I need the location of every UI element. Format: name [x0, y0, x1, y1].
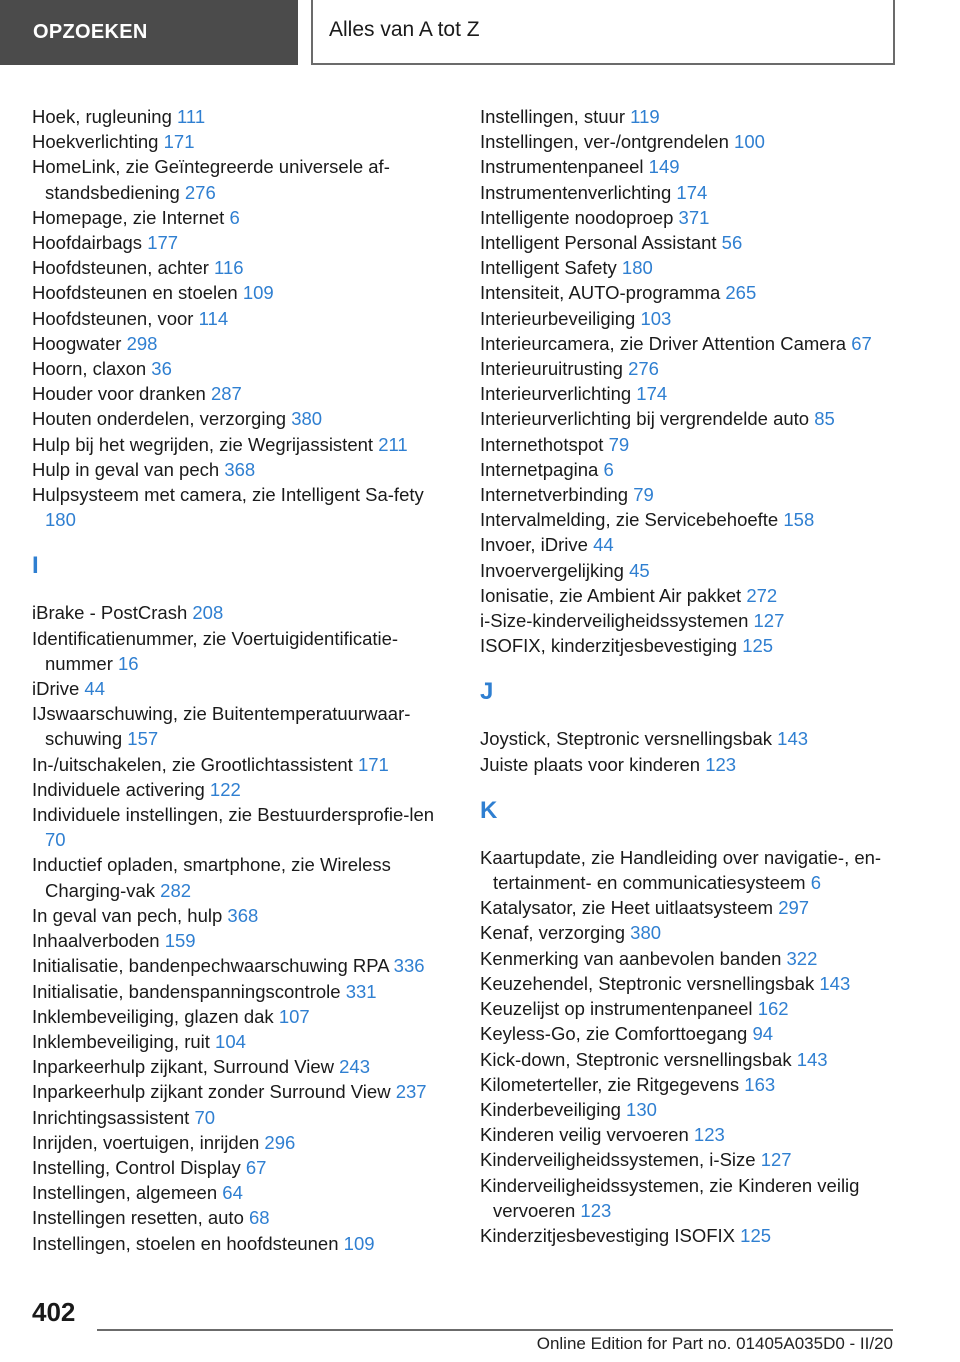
index-page-link[interactable]: 171: [163, 131, 195, 153]
index-entry-text: Instellingen, stoelen en hoofdsteunen: [32, 1232, 339, 1254]
index-entry-text: Inklembeveiliging, ruit: [32, 1030, 210, 1052]
index-entry: [32, 777, 447, 802]
index-page-link[interactable]: 368: [227, 904, 259, 926]
index-entry: [32, 928, 447, 953]
index-entry-text: HomeLink, zie Geïntegreerde universele af-standsbediening: [32, 156, 390, 203]
index-page-link[interactable]: 16: [118, 652, 139, 674]
index-entry-text: Inhaalverboden: [32, 930, 160, 952]
index-entry: [480, 129, 905, 154]
index-entry: [480, 154, 905, 179]
index-entry: [32, 356, 447, 381]
index-entry: [32, 482, 447, 532]
index-page-link[interactable]: 163: [744, 1073, 776, 1095]
index-entry: [480, 946, 905, 971]
index-entry: [32, 331, 447, 356]
index-entry-text: Kilometerteller, zie Ritgegevens: [480, 1073, 740, 1095]
index-entry-text: Instrumentenverlichting: [480, 181, 672, 203]
index-entry: [480, 1147, 905, 1172]
index-column-left: [32, 104, 447, 1256]
index-entry-text: Keuzelijst op instrumentenpaneel: [480, 998, 753, 1020]
index-page-link[interactable]: 157: [127, 728, 159, 750]
index-entry: [32, 129, 447, 154]
index-entry-text: Intelligent Safety: [480, 257, 617, 279]
index-entry: [480, 381, 905, 406]
index-page-link[interactable]: 322: [786, 947, 818, 969]
index-page-link[interactable]: 237: [395, 1081, 427, 1103]
index-entry-text: Initialisatie, bandenspanningscontrole: [32, 980, 341, 1002]
index-entry-text: Internetverbinding: [480, 484, 629, 506]
index-entry: [480, 457, 905, 482]
index-entry: [32, 1231, 447, 1256]
index-entry-text: Identificatienummer, zie Voertuigidentificatie-nummer: [32, 627, 399, 674]
index-entry: [480, 482, 905, 507]
index-page-link[interactable]: 298: [126, 332, 158, 354]
index-page-link[interactable]: 143: [819, 972, 851, 994]
page-number: 402: [32, 1297, 76, 1327]
index-entry-text: Ionisatie, zie Ambient Air pakket: [480, 584, 742, 606]
index-page-link[interactable]: 180: [621, 257, 653, 279]
index-entry-text: Internethotspot: [480, 433, 604, 455]
index-letter-heading: J: [480, 678, 494, 706]
index-page-link[interactable]: 107: [278, 1005, 310, 1027]
index-entry: [32, 255, 447, 280]
index-entry-text: Initialisatie, bandenpechwaarschuwing RPA: [32, 955, 389, 977]
index-page-link[interactable]: 158: [783, 509, 815, 531]
index-entry-text: Katalysator, zie Heet uitlaatsysteem: [480, 897, 774, 919]
index-page-link[interactable]: 143: [777, 728, 809, 750]
index-page-link[interactable]: 331: [345, 980, 377, 1002]
index-entry-text: ISOFIX, kinderzitjesbevestiging: [480, 635, 738, 657]
index-entry-text: Joystick, Steptronic versnellingsbak: [480, 728, 773, 750]
index-entry: [480, 920, 905, 945]
index-entry-text: Invoer, iDrive: [480, 534, 588, 556]
section-label: OPZOEKEN: [33, 21, 148, 43]
index-entry: [480, 1097, 905, 1122]
index-entry-text: Interieurverlichting: [480, 383, 632, 405]
index-entry: [32, 1155, 447, 1180]
index-entry: [480, 895, 905, 920]
index-page-link[interactable]: 6: [229, 206, 240, 228]
index-entry: [480, 558, 905, 583]
index-page-link[interactable]: 109: [343, 1232, 375, 1254]
index-entry: [32, 1004, 447, 1029]
index-entry-text: Intelligente noodoproep: [480, 206, 674, 228]
index-entry: [32, 626, 447, 676]
index-entry-text: Instellingen, stuur: [480, 106, 626, 127]
index-page-link[interactable]: 174: [636, 383, 668, 405]
index-page-link[interactable]: 79: [608, 433, 630, 455]
index-page-link[interactable]: 44: [84, 678, 105, 700]
index-entry: [480, 356, 905, 381]
index-entry-text: Juiste plaats voor kinderen: [480, 753, 701, 775]
index-entry-text: Kick-down, Steptronic versnellingsbak: [480, 1048, 792, 1070]
index-entry: [32, 205, 447, 230]
index-page-link[interactable]: 211: [378, 433, 408, 455]
index-page-link[interactable]: 123: [580, 1199, 612, 1221]
index-page-link[interactable]: 104: [215, 1030, 246, 1052]
index-entry-text: Kaartupdate, zie Handleiding over navigatie-, en-tertainment- en communicatiesysteem: [480, 846, 882, 894]
index-page-link[interactable]: 125: [740, 1224, 772, 1246]
index-page-link[interactable]: 67: [851, 332, 872, 354]
index-column-right: [480, 104, 905, 1248]
index-page-link[interactable]: 67: [245, 1156, 267, 1178]
index-page-link[interactable]: 123: [705, 753, 737, 775]
index-page-link[interactable]: 111: [177, 106, 206, 127]
index-page-link[interactable]: 380: [630, 922, 662, 944]
index-entry-text: Houten onderdelen, verzorging: [32, 408, 287, 430]
index-page-link[interactable]: 127: [753, 610, 785, 632]
index-letter-heading: K: [480, 796, 498, 824]
index-entry-text: Inparkeerhulp zijkant zonder Surround View: [32, 1081, 391, 1103]
index-entry-text: Hoofdsteunen en stoelen: [32, 282, 238, 304]
index-entry-text: Instellingen, ver-/ontgrendelen: [480, 131, 729, 153]
index-entry: [32, 903, 447, 928]
index-entry-text: Interieurcamera, zie Driver Attention Camera: [480, 332, 847, 354]
index-entry-text: Hoogwater: [32, 332, 122, 354]
index-page-link[interactable]: 94: [752, 1023, 774, 1045]
index-page-link[interactable]: 109: [242, 282, 274, 304]
index-entry-text: Keyless-Go, zie Comforttoegang: [480, 1023, 748, 1045]
index-entry: [32, 230, 447, 255]
index-entry-text: Intervalmelding, zie Servicebehoefte: [480, 509, 779, 531]
index-entry: [480, 406, 905, 431]
index-page-link[interactable]: 70: [194, 1106, 216, 1128]
index-entry-text: Hoek, rugleuning: [32, 106, 172, 127]
index-page-link[interactable]: 127: [760, 1149, 792, 1171]
footer-edition: Online Edition for Part no. 01405A035D0 - II/20: [536, 1334, 893, 1353]
index-entry-text: Inrichtingsassistent: [32, 1106, 190, 1128]
index-page-link[interactable]: 282: [160, 879, 192, 901]
index-entry: [480, 752, 905, 777]
index-entry-text: Inductief opladen, smartphone, zie Wireless Charging-vak: [32, 854, 391, 901]
index-entry-text: Kinderzitjesbevestiging ISOFIX: [480, 1224, 736, 1246]
index-page-link[interactable]: 174: [676, 181, 708, 203]
index-page-link[interactable]: 114: [198, 307, 229, 329]
index-page-link[interactable]: 162: [757, 998, 789, 1020]
index-entry-text: iDrive: [32, 678, 80, 700]
index-entry: [32, 381, 447, 406]
index-page-link[interactable]: 243: [339, 1056, 371, 1078]
index-entry-text: Houder voor dranken: [32, 383, 206, 405]
index-entry-text: Kinderen veilig vervoeren: [480, 1124, 689, 1146]
index-entry: [32, 1205, 447, 1230]
index-page-link[interactable]: 336: [393, 955, 425, 977]
index-page-link[interactable]: 85: [814, 408, 835, 430]
index-entry: [32, 406, 447, 431]
index-entry-text: Kenmerking van aanbevolen banden: [480, 947, 782, 969]
index-entry-text: iBrake - PostCrash: [32, 602, 188, 624]
index-entry-text: Inrijden, voertuigen, inrijden: [32, 1131, 260, 1153]
index-entry: [480, 996, 905, 1021]
index-entry: [32, 280, 447, 305]
index-page-link[interactable]: 6: [810, 872, 822, 894]
index-page-link[interactable]: 287: [210, 383, 242, 405]
index-page-link[interactable]: 56: [721, 232, 743, 254]
index-entry: [480, 633, 905, 658]
index-entry-text: Interieuruitrusting: [480, 358, 623, 380]
index-entry: [480, 255, 905, 280]
index-entry: [32, 1079, 447, 1104]
index-entry-text: Kinderveiligheidssystemen, zie Kinderen veilig vervoeren: [480, 1174, 860, 1221]
index-page-link[interactable]: 36: [151, 358, 172, 380]
index-page-link[interactable]: 45: [629, 559, 650, 581]
index-entry: [32, 676, 447, 701]
index-entry-text: Individuele instellingen, zie Bestuurdersprofie-len: [32, 804, 435, 826]
index-entry-text: Hulp bij het wegrijden, zie Wegrijassistent: [32, 433, 374, 455]
index-entry: [32, 432, 447, 457]
index-entry-text: Hoekverlichting: [32, 131, 159, 153]
index-page-link[interactable]: 100: [734, 131, 765, 153]
chapter-title-box: [311, 0, 895, 65]
index-page-link[interactable]: 177: [147, 232, 179, 254]
index-entry: [480, 306, 905, 331]
index-page-link[interactable]: 143: [796, 1048, 828, 1070]
section-tab: [0, 0, 298, 65]
index-page-link[interactable]: 123: [693, 1124, 725, 1146]
index-entry: [32, 852, 447, 902]
index-entry: [480, 280, 905, 305]
index-entry: [32, 1130, 447, 1155]
index-entry-text: Instellingen resetten, auto: [32, 1207, 244, 1229]
index-entry-text: Kenaf, verzorging: [480, 922, 626, 944]
index-page-link[interactable]: 272: [746, 584, 778, 606]
index-letter-heading: I: [32, 552, 39, 580]
index-entry: [32, 1029, 447, 1054]
index-page-link[interactable]: 149: [648, 156, 680, 178]
index-page-link[interactable]: 70: [45, 829, 66, 851]
index-entry-text: Interieurverlichting bij vergrendelde auto: [480, 408, 810, 430]
index-page-link[interactable]: 119: [630, 106, 660, 127]
index-page-link[interactable]: 208: [192, 602, 224, 624]
index-entry-text: Intensiteit, AUTO-programma: [480, 282, 721, 304]
index-page-link[interactable]: 64: [222, 1182, 243, 1204]
index-entry: [480, 1122, 905, 1147]
index-entry-text: IJswaarschuwing, zie Buitentemperatuurwaar-schuwing: [32, 703, 411, 750]
index-entry-text: Intelligent Personal Assistant: [480, 232, 717, 254]
index-entry-text: Hulpsysteem met camera, zie Intelligent Sa-fety: [32, 484, 424, 506]
index-page-link[interactable]: 297: [778, 897, 810, 919]
index-page-link[interactable]: 122: [209, 778, 241, 800]
index-page-link[interactable]: 68: [249, 1207, 270, 1229]
index-entry: [32, 1180, 447, 1205]
index-entry-text: In geval van pech, hulp: [32, 904, 223, 926]
index-entry: [480, 432, 905, 457]
index-entry-text: Hulp in geval van pech: [32, 458, 220, 480]
index-entry: [480, 1173, 905, 1223]
index-entry-text: Instelling, Control Display: [32, 1156, 241, 1178]
index-entry: [32, 1105, 447, 1130]
chapter-title: Alles van A tot Z: [329, 17, 480, 41]
index-entry: [480, 845, 905, 895]
footer-divider: [97, 1329, 893, 1331]
index-entry: [480, 205, 905, 230]
index-entry-text: Interieurbeveiliging: [480, 307, 636, 329]
index-entry: [32, 1054, 447, 1079]
index-page-link[interactable]: 296: [264, 1131, 296, 1153]
index-page-link[interactable]: 44: [593, 534, 614, 556]
index-page-link[interactable]: 276: [628, 358, 659, 380]
index-entry: [32, 752, 447, 777]
index-entry-text: Individuele activering: [32, 778, 205, 800]
index-entry: [480, 1021, 905, 1046]
index-entry-text: i-Size-kinderveiligheidssystemen: [480, 610, 749, 632]
index-entry: [480, 532, 905, 557]
index-entry: [32, 457, 447, 482]
index-page-link[interactable]: 180: [45, 509, 76, 531]
index-entry-text: In-/uitschakelen, zie Grootlichtassistent: [32, 753, 353, 775]
index-entry: [32, 104, 447, 129]
index-entry-text: Inklembeveiliging, glazen dak: [32, 1005, 274, 1027]
index-page-link[interactable]: 171: [357, 753, 389, 775]
index-entry-text: Hoofdairbags: [32, 232, 143, 254]
index-entry: [32, 306, 447, 331]
index-page-link[interactable]: 79: [633, 484, 654, 506]
index-entry: [480, 1223, 905, 1248]
index-page-link[interactable]: 116: [214, 257, 244, 279]
index-entry-text: Inparkeerhulp zijkant, Surround View: [32, 1056, 334, 1078]
index-entry: [32, 701, 447, 751]
index-entry: [480, 1072, 905, 1097]
index-entry: [32, 802, 447, 852]
index-page-link[interactable]: 125: [742, 635, 774, 657]
index-entry: [480, 583, 905, 608]
index-page-link[interactable]: 103: [640, 307, 672, 329]
index-page-link[interactable]: 371: [678, 206, 710, 228]
index-page-link[interactable]: 6: [603, 458, 614, 480]
index-entry-text: Internetpagina: [480, 458, 599, 480]
index-page-link[interactable]: 159: [164, 930, 196, 952]
index-entry: [32, 953, 447, 978]
index-entry-text: Hoofdsteunen, voor: [32, 307, 194, 329]
index-entry: [480, 971, 905, 996]
index-entry-text: Hoofdsteunen, achter: [32, 257, 209, 279]
index-entry: [480, 331, 905, 356]
index-entry: [480, 608, 905, 633]
index-entry: [32, 600, 447, 625]
index-page-link[interactable]: 130: [626, 1098, 657, 1120]
index-entry-text: Hoorn, claxon: [32, 358, 147, 380]
index-entry-text: Instellingen, algemeen: [32, 1182, 218, 1204]
index-entry: [480, 726, 905, 751]
index-entry-text: Kinderbeveiliging: [480, 1098, 621, 1120]
index-entry: [480, 1047, 905, 1072]
index-page-link[interactable]: 368: [224, 458, 256, 480]
index-page-link[interactable]: 265: [725, 282, 757, 304]
index-entry-text: Kinderveiligheidssystemen, i-Size: [480, 1149, 756, 1171]
index-entry: [480, 104, 905, 129]
index-entry: [480, 507, 905, 532]
index-entry: [32, 154, 447, 204]
index-entry: [32, 979, 447, 1004]
index-entry-text: Instrumentenpaneel: [480, 156, 644, 178]
index-entry-text: Invoervergelijking: [480, 559, 624, 581]
index-page-link[interactable]: 380: [291, 408, 323, 430]
index-entry: [480, 230, 905, 255]
index-entry-text: Homepage, zie Internet: [32, 206, 225, 228]
index-entry-text: Keuzehendel, Steptronic versnellingsbak: [480, 972, 815, 994]
index-entry: [480, 180, 905, 205]
index-page-link[interactable]: 276: [184, 181, 216, 203]
